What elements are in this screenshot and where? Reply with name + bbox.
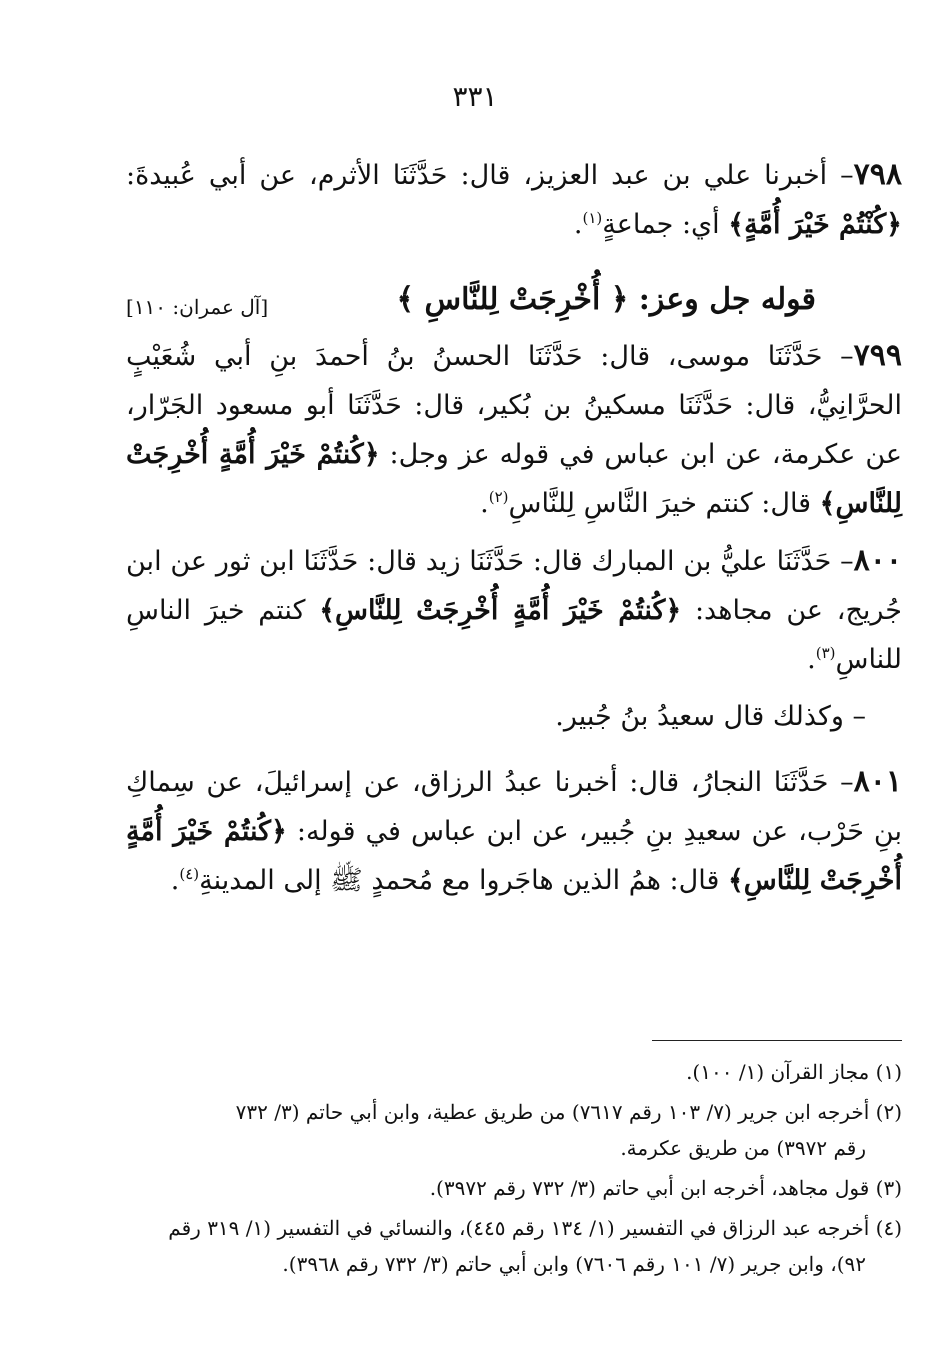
page-number: ٣٣١ (452, 80, 498, 113)
note-line: – وكذلك قال سعيدُ بنُ جُبير. (555, 701, 866, 732)
entry-number: ٨٠٠ (853, 543, 902, 578)
quran-verse: ﴿كُنتُمْ خَيْرَ أُمَّةٍ أُخْرِجَتْ لِلنَّاسِ﴾ (126, 439, 902, 519)
footnote-1 (126, 1054, 902, 1090)
entry-798 (126, 150, 902, 249)
quran-verse: ﴿كُنتُمْ خَيْرَ أُمَّةٍ أُخْرِجَتْ لِلنَّاسِ﴾ (319, 595, 682, 626)
entry-number: ٧٩٨ (853, 157, 902, 192)
footnote-ref: (٢) (488, 488, 509, 506)
sentence-end: . (480, 488, 489, 519)
footnote-text-continued: ٩٢)، وابن جرير (٧/ ١٠١ رقم ٧٦٠٦) وابن أبي حاتم (٣/ ٧٣٢ رقم ٣٩٦٨). (282, 1252, 866, 1276)
entry-text: – حَدَّثَنَا النجارُ، قال: أخبرنا عبدُ الرزاق، عن إسرائيلَ، عن سِماكِ بنِ حَرْب، عن سعيدِ بنِ جُبير، عن ابن عباس في قوله: (126, 767, 902, 847)
quran-verse: ﴿كُنْتُمْ خَيْرَ أُمَّةٍ﴾ (728, 209, 902, 240)
entry-801 (126, 757, 902, 905)
entry-800 (126, 536, 902, 684)
entry-text: – أخبرنا علي بن عبد العزيز، قال: حَدَّثَنَا الأثرم، عن أبي عُبيدةَ: (126, 160, 854, 191)
entry-text-after: أي: جماعةٍ (602, 209, 729, 240)
footnotes (126, 1054, 902, 1286)
sentence-end: . (573, 209, 583, 240)
footnote-2 (126, 1094, 902, 1166)
section-heading (126, 275, 902, 327)
footnote-ref: (١) (582, 209, 603, 227)
verse-reference: [آل عمران: ١١٠] (126, 295, 269, 319)
heading-title: قوله جل وعز: ﴿ أُخْرِجَتْ لِلنَّاسِ ﴾ (396, 282, 816, 317)
sentence-end: . (170, 865, 180, 896)
entry-799 (126, 331, 902, 528)
entry-number: ٨٠١ (853, 764, 902, 799)
footnote-3 (126, 1170, 902, 1206)
entry-text-after: كنتم خيرَ الناسِ للناسِ (126, 595, 902, 675)
quran-verse: ﴿كُنتُمْ خَيْرَ أُمَّةٍ أُخْرِجَتْ لِلنَّاسِ﴾ (126, 816, 902, 896)
sentence-end: . (807, 644, 816, 675)
footnote-text: (١) مجاز القرآن (١/ ١٠٠). (686, 1060, 902, 1084)
footnote-ref: (٤) (179, 865, 200, 883)
footnote-text: (٢) أخرجه ابن جرير (٧/ ١٠٣ رقم ٧٦١٧) من طريق عطية، وابن أبي حاتم (٣/ ٧٣٢ (235, 1100, 902, 1124)
footnote-4 (126, 1210, 902, 1282)
main-text (126, 150, 902, 913)
footnote-ref: (٣) (815, 644, 836, 662)
footnote-text: (٣) قول مجاهد، أخرجه ابن أبي حاتم (٣/ ٧٣٢ رقم ٣٩٧٢). (429, 1176, 902, 1200)
footnote-text: (٤) أخرجه عبد الرزاق في التفسير (١/ ١٣٤ رقم ٤٤٥)، والنسائي في التفسير (١/ ٣١٩ رقم (168, 1216, 902, 1240)
entry-text-after: قال: همُ الذين هاجَروا مع مُحمدٍ ﷺ إلى المدينةِ (199, 865, 728, 896)
entry-text: – حَدَّثَنَا موسى، قال: حَدَّثَنَا الحسنُ بنُ أحمدَ بنِ أبي شُعَيْبٍ الحرَّانِيُّ، قال: حَدَّثَنَا مسكينُ بن بُكير، قال: حَدَّثَنَا أبو مسعود الجَرّار، عن عكرمة، عن ابن عباس في قوله عز وجل: (126, 341, 903, 470)
footnote-text-continued: رقم ٣٩٧٢) من طريق عكرمة. (620, 1136, 866, 1160)
entry-text: – حَدَّثَنَا عليُّ بن المبارك قال: حَدَّثَنَا زيد قال: حَدَّثَنَا ابن ثور عن ابن جُريج، عن مجاهد: (126, 546, 902, 626)
entry-number: ٧٩٩ (853, 338, 902, 373)
entry-text-after: قال: كنتم خيرَ النَّاسِ لِلنَّاسِ (508, 488, 820, 519)
footnote-separator (652, 1040, 902, 1041)
